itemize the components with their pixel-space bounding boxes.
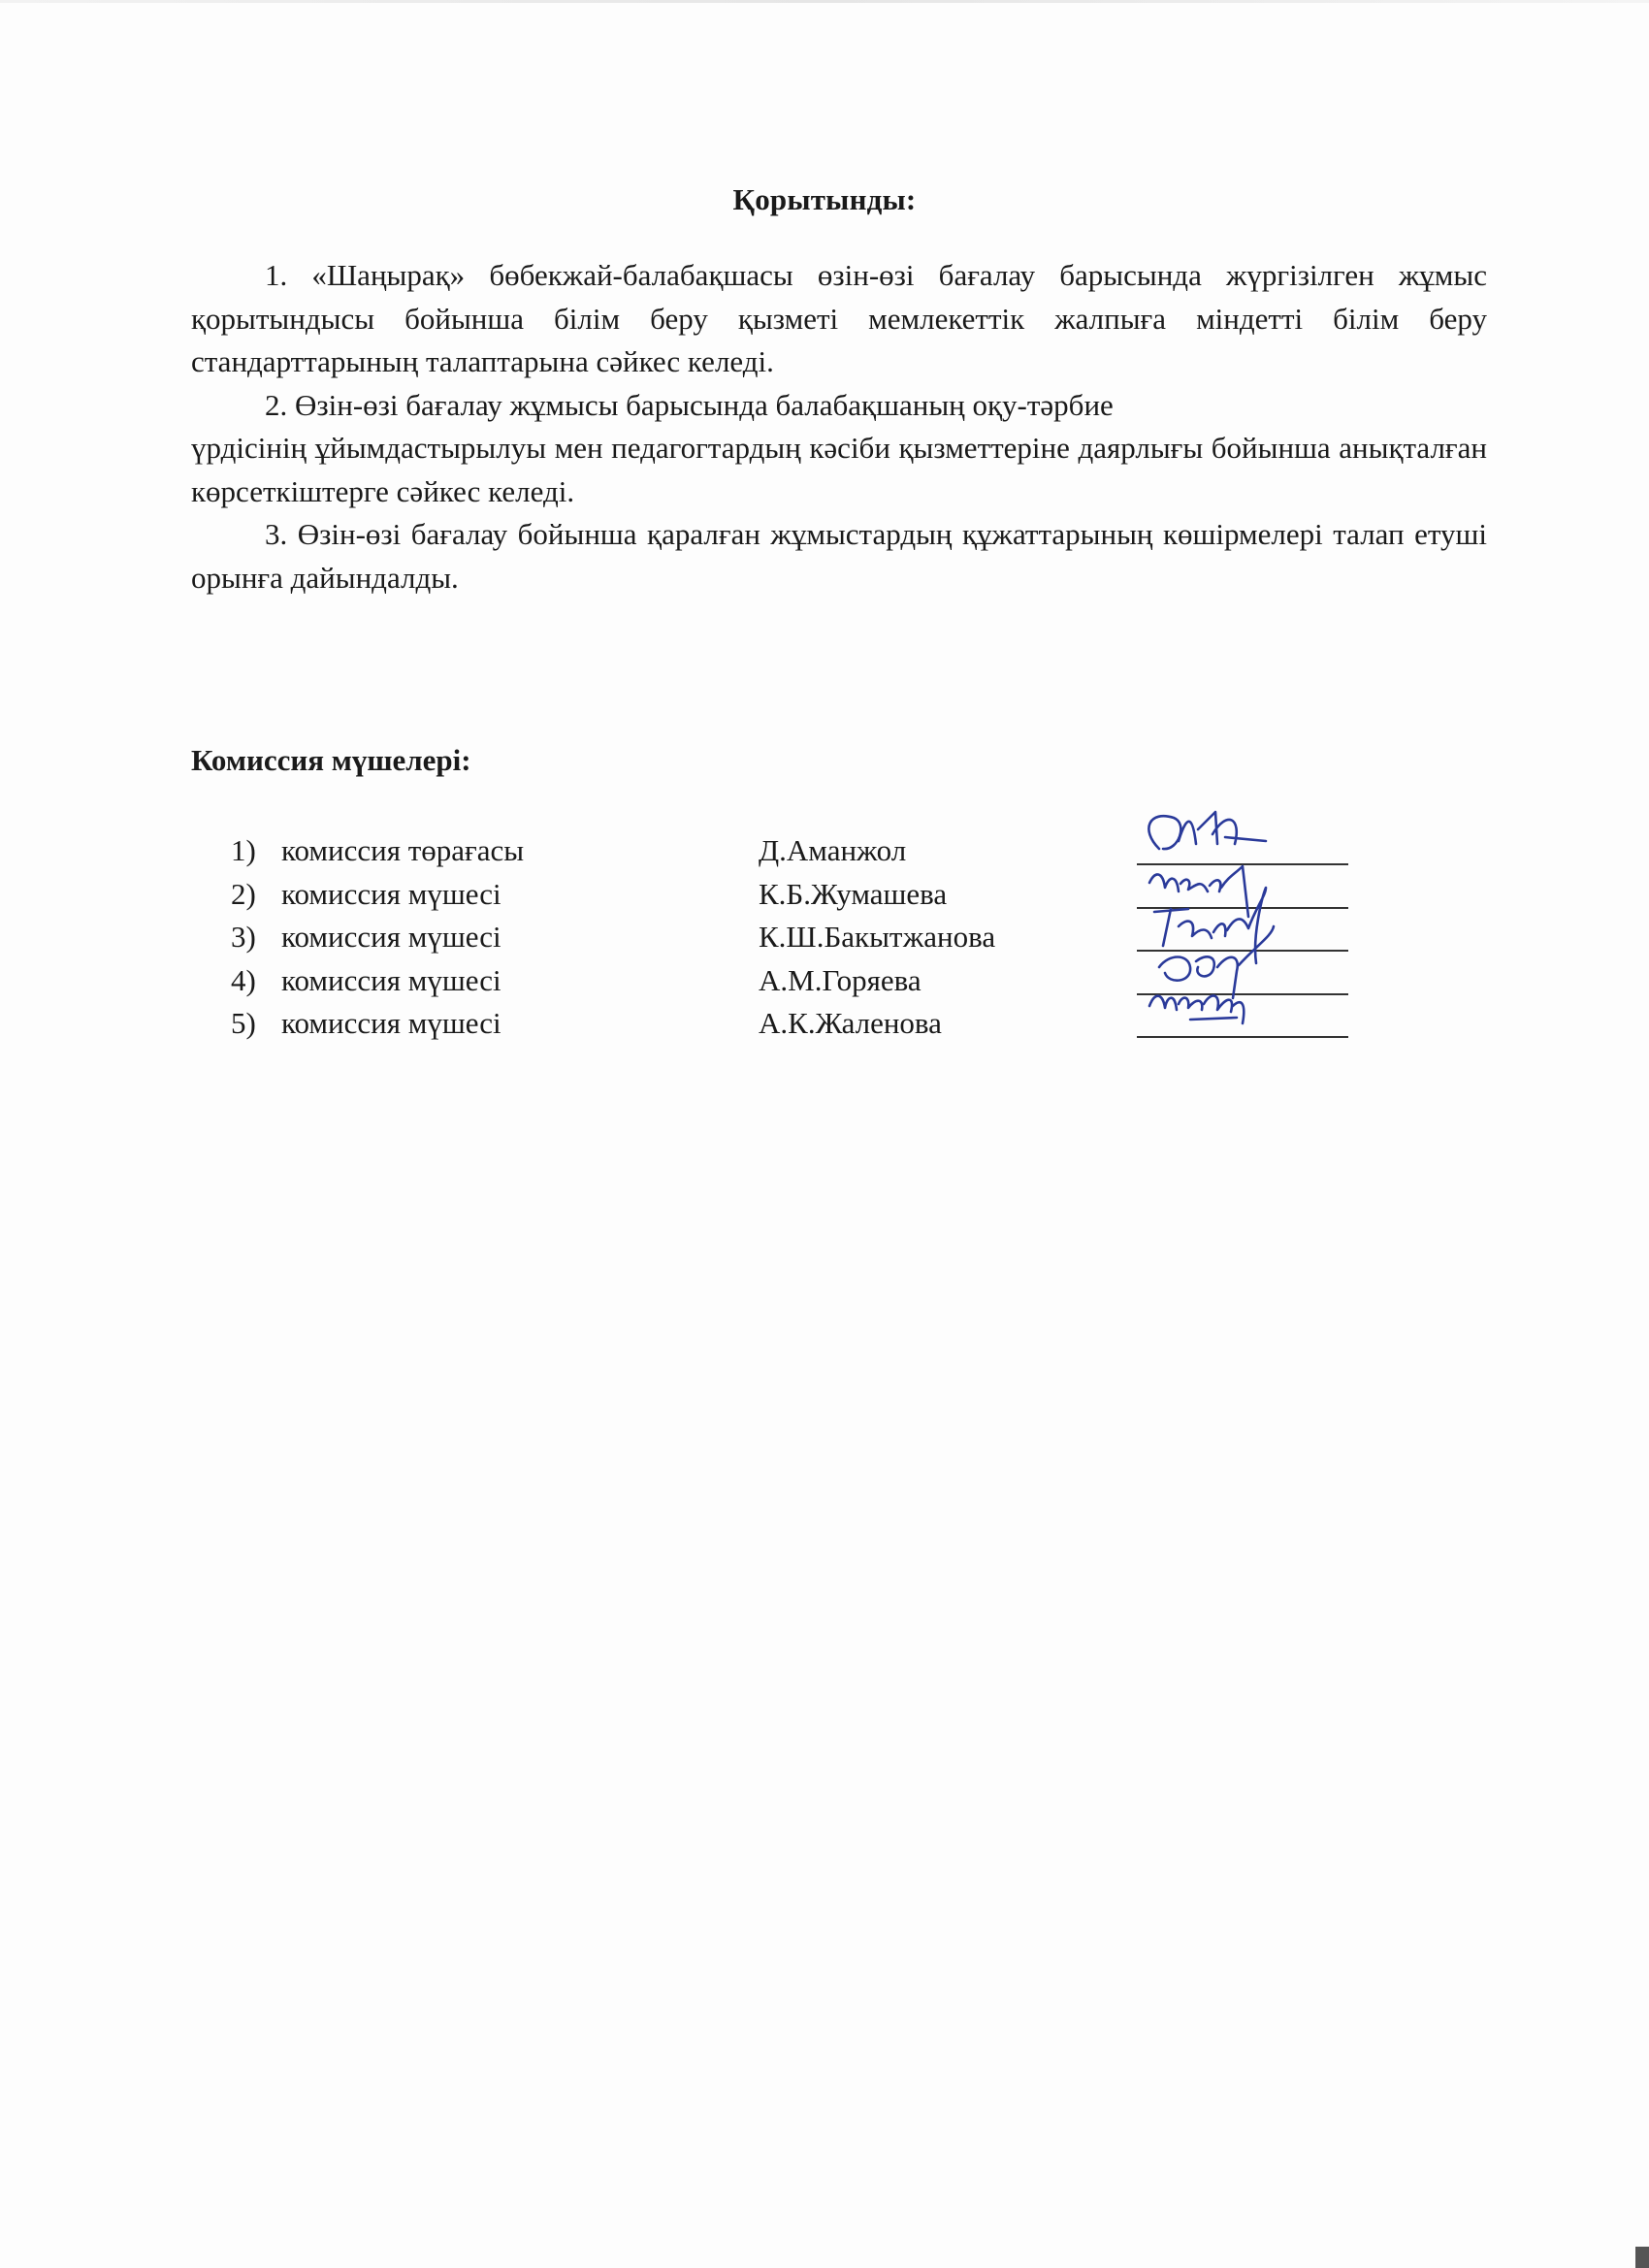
conclusion-item-2 bbox=[191, 384, 1487, 428]
member-role: комиссия мүшесі bbox=[281, 920, 501, 954]
member-number: 4) bbox=[231, 962, 256, 997]
member-name: К.Ш.Бакытжанова bbox=[759, 920, 996, 954]
member-role: комиссия мүшесі bbox=[281, 962, 501, 997]
conclusion-number: 1. bbox=[265, 258, 288, 292]
members-heading: Комиссия мүшелері: bbox=[191, 743, 471, 777]
conclusion-text: үрдісінің ұйымдастырылуы мен педагогтардың кәсіби қызметтеріне даярлығы бойынша анықталған көрсеткіштерге сәйкес келеді. bbox=[191, 431, 1487, 508]
conclusions-list bbox=[191, 254, 1487, 599]
member-role: комиссия төрағасы bbox=[281, 833, 525, 867]
conclusion-text: Өзін-өзі бағалау бойынша қаралған жұмыстардың құжаттарының көшірмелері талап етуші орынға дайындалды. bbox=[191, 517, 1487, 595]
conclusion-number: 3. bbox=[265, 517, 288, 551]
conclusion-text: «Шаңырақ» бөбекжай-балабақшасы өзін-өзі бағалау барысында жүргізілген жұмыс қорытындысы бойынша білім беру қызметі мемлекеттік жалпыға міндетті білім беру стандарттарының талаптарына сәйкес келеді. bbox=[191, 258, 1487, 378]
member-name: Д.Аманжол bbox=[759, 833, 907, 867]
document-title: Қорытынды: bbox=[732, 182, 917, 216]
member-name: А.М.Горяева bbox=[759, 962, 922, 997]
scan-edge bbox=[0, 0, 1649, 3]
signature-2 bbox=[1149, 866, 1248, 917]
conclusion-item-3 bbox=[191, 513, 1487, 599]
conclusion-text: Өзін-өзі бағалау жұмысы барысында балабақшаның оқу-тәрбие bbox=[295, 387, 1114, 422]
conclusion-item-1 bbox=[191, 254, 1487, 384]
member-number: 5) bbox=[231, 1006, 256, 1040]
signature-3 bbox=[1154, 888, 1266, 963]
handwritten-signatures bbox=[1120, 791, 1373, 1062]
conclusion-number: 2. bbox=[265, 387, 288, 422]
conclusion-item-2-continued bbox=[191, 427, 1487, 513]
member-role: комиссия мүшесі bbox=[281, 1006, 501, 1040]
member-name: А.К.Жаленова bbox=[759, 1006, 942, 1040]
signature-5 bbox=[1149, 995, 1244, 1023]
signature-1 bbox=[1148, 812, 1266, 849]
member-number: 3) bbox=[231, 920, 256, 954]
member-role: комиссия мүшесі bbox=[281, 876, 501, 911]
scan-corner-mark bbox=[1635, 2247, 1649, 2268]
member-name: К.Б.Жумашева bbox=[759, 876, 948, 911]
member-number: 2) bbox=[231, 876, 256, 911]
member-number: 1) bbox=[231, 833, 256, 867]
